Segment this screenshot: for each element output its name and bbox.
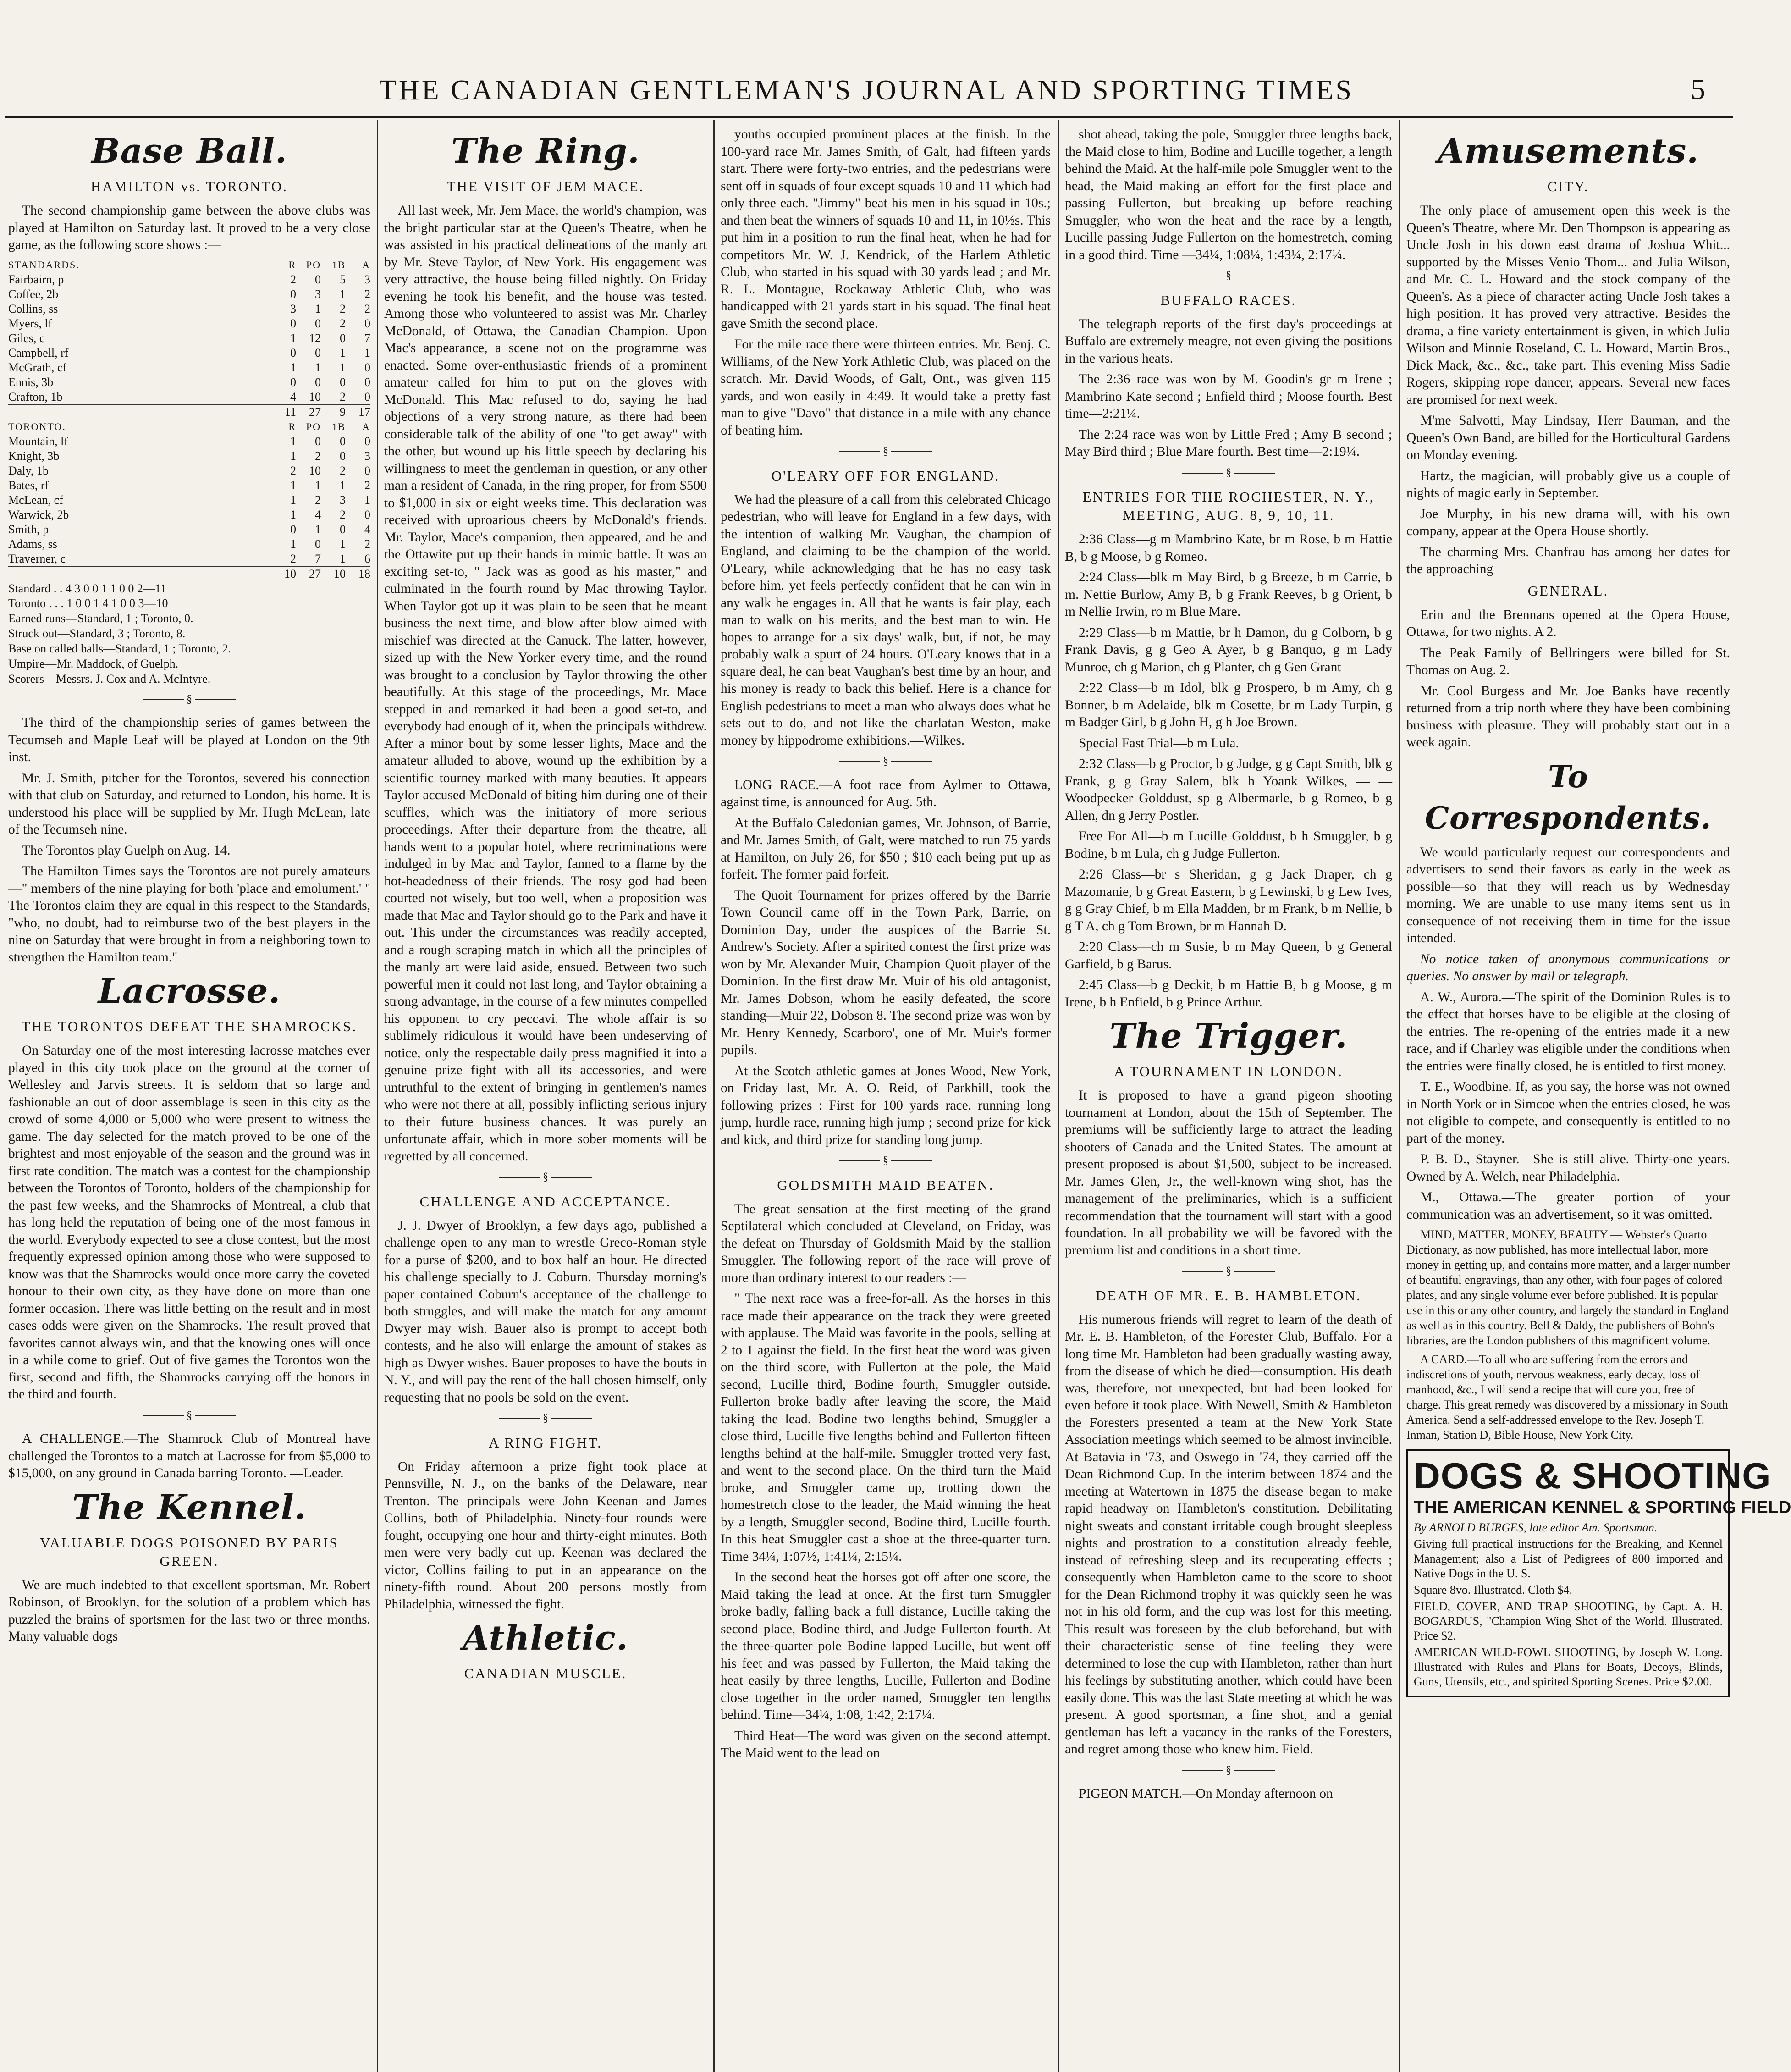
score-header: A bbox=[362, 420, 370, 432]
article-subhead: THE VISIT OF JEM MACE. bbox=[446, 178, 645, 194]
section-heading-lacrosse: Lacrosse. bbox=[98, 972, 281, 1011]
masthead-rule bbox=[5, 116, 1733, 118]
score-row: Bates, rf 1 1 1 2 bbox=[8, 478, 370, 492]
score-total: 11 27 9 17 bbox=[8, 404, 370, 420]
article-subhead: BUFFALO RACES. bbox=[1160, 292, 1297, 308]
score-header: A bbox=[362, 259, 370, 271]
advertisement-paragraph: MIND, MATTER, MONEY, BEAUTY — Webster's Quarto Dictionary, as now published, has more intellectual labor, more money in getting up, and contains more matter, and a larger number of beautiful engravings, than any other, with four pages of colored plates, and any single volume ever before published. It is popular use in this or any other country, and largely the standard in England as well as in this country. Bell & Daldy, the publishers of Bohn's libraries, are the London publishers of this magnificent volume. bbox=[1406, 1228, 1730, 1347]
section-heading-amusements: Amusements. bbox=[1437, 132, 1699, 171]
article-paragraph: youths occupied prominent places at the finish. In the 100-yard race Mr. James Smith, of Galt, had fifteen yards start. There were forty-two entries, and the pedestrians were sent off in squads of four except squads 10 and 11 which had only three each. "Jimmy" beat his men in his squad in 10s.; and then beat the winners of squads 10 and 11, in 10½s. This put him in a position to run the final heat, when he had for competitors Mr. W. J. Kendrick, of the Harlem Athletic Club, who started in his squad with 30 yards lead ; and Mr. R. L. Montague, Rockaway Athletic Club, who was handicapped with 21 yards start in his squad. The final heat gave Smith the second place. bbox=[721, 127, 1051, 331]
innings-line: Standard . . 4 3 0 0 1 1 0 0 2—11 bbox=[8, 581, 166, 595]
article-paragraph: On Friday afternoon a prize fight took place at Pennsville, N. J., on the banks of the Delaware, near Trenton. The principals were John Keenan and James Collins, both of Philadelphia. Ninety-four rounds were fought, occupying one hour and thirty-eight minutes. Both men were very badly cut up. Keenan was declared the victor, Collins failing to put in an appearance on the ninety-fifth round. About 200 persons mostly from Philadelphia, witnessed the fight. bbox=[384, 1459, 707, 1612]
entry-list-item: 2:45 Class—b g Deckit, b m Hattie B, b g Moose, g m Irene, b h Enfield, b g Prince Arthur. bbox=[1065, 978, 1392, 1010]
innings-line: Toronto . . . 1 0 0 1 4 1 0 0 3—10 bbox=[8, 596, 168, 610]
masthead bbox=[18, 69, 1714, 110]
correspondent-reply: A. W., Aurora.—The spirit of the Dominion Rules is to the effect that horses have to be eligible at the closing of the entries. The re-opening of the entries made it a new race, and if Charley was eligible under the conditions when the entries were finally closed, he is entitled to first money. bbox=[1406, 989, 1730, 1073]
article-paragraph: In the second heat the horses got off after one score, the Maid taking the lead at once. At the first turn Smuggler broke badly, falling back a full distance, Lucille taking the second place, Bodine third, and Judge Fullerton fourth. At the three-quarter pole Bodine lapped Lucille, but went off his feet and was passed by Fullerton, the Maid taking the heat easily by three lengths, Lucille, Fullerton and Bodine close together in the order named, Smuggler ten lengths behind. Time—34¼, 1:08, 1:42, 2:17¼. bbox=[721, 1570, 1051, 1722]
article-subhead: A RING FIGHT. bbox=[489, 1434, 602, 1451]
article-paragraph: A CHALLENGE.—The Shamrock Club of Montreal have challenged the Torontos to a match at Lacrosse for from $5,000 to $15,000, on any ground in Canada barring Toronto. —Leader. bbox=[8, 1431, 370, 1481]
score-row: Traverner, c 2 7 1 6 bbox=[8, 552, 370, 565]
summary-line: Struck out—Standard, 3 ; Toronto, 8. bbox=[8, 626, 186, 640]
correspondent-reply: P. B. D., Stayner.—She is still alive. Thirty-one years. Owned by A. Welch, near Philadelphia. bbox=[1406, 1152, 1730, 1184]
ad-title: DOGS & SHOOTING bbox=[1414, 1455, 1771, 1496]
column-4 bbox=[1065, 126, 1392, 2072]
section-divider: § bbox=[1065, 464, 1392, 482]
article-paragraph: Hartz, the magician, will probably give us a couple of nights of magic early in September. bbox=[1406, 468, 1730, 500]
advertisement-paragraph: A CARD.—To all who are suffering from the errors and indiscretions of youth, nervous weakness, early decay, loss of manhood, &c., I will send a recipe that will cure you, free of charge. This great remedy was discovered by a missionary in South America. Send a self-addressed envelope to the Rev. Joseph T. Inman, Station D, Bible House, New York City. bbox=[1406, 1353, 1728, 1442]
entry-list-item: 2:32 Class—b g Proctor, b g Judge, g g Capt Smith, blk g Frank, g g Gray Salem, blk h Yoank Wilkes, — — Woodpecker Golddust, sp g Albermarle, b g Romeo, b g Allen, dn g Jerry Postler. bbox=[1065, 757, 1392, 823]
column-rule bbox=[713, 120, 715, 2072]
article-subhead: CHALLENGE AND ACCEPTANCE. bbox=[419, 1193, 672, 1210]
entry-list-item: 2:24 Class—blk m May Bird, b g Breeze, b m Carrie, b m. Nettie Burlow, Amy B, b g Frank Reeves, b g Orient, b m Nellie Irwin, ro m Blue Mare. bbox=[1065, 570, 1392, 619]
score-header: 1B bbox=[332, 420, 346, 432]
article-subhead: GOLDSMITH MAID BEATEN. bbox=[777, 1177, 994, 1193]
score-row: Collins, ss 3 1 2 2 bbox=[8, 302, 370, 315]
article-paragraph: His numerous friends will regret to learn of the death of Mr. E. B. Hambleton, of the Forester Club, Buffalo. For a long time Mr. Hambleton had been gradually wasting away, from the disease of which he died—consumption. His death was, therefore, not unexpected, but had been looked for even before it took place. With Newell, Smith & Hambleton the Foresters presented a team at the New York State Association meetings which seemed to be almost invincible. At Batavia in '73, and Oswego in '74, they carried off the Dean Richmond Cup. In the interim between 1874 and the meeting at Watertown in 1875 the disease began to make rapid headway on Hambleton's constitution. Debilitating night sweats and constant irritable cough brought sleepless nights and prostration to a constitution already feeble, instead of refreshing sleep and its recuperating effects ; consequently when Hambleton came to the score to shoot for the Dean Richmond trophy it was quickly seen he was not in his old form, and the cup was lost for this meeting. This result was foreseen by the club beforehand, but with their characteristic sense of fine feeling they were determined to lose the cup with Hambleton, rather than hurt his feelings by substituting another, which could have been easily done. This was the last State meeting at which he was present. A good sportsman, a fine shot, and a genial gentleman has left a vacancy in the ranks of the Foresters, and regret among those who knew him. Field. bbox=[1065, 1312, 1392, 1757]
section-heading-baseball: Base Ball. bbox=[91, 132, 287, 171]
article-paragraph: Third Heat—The word was given on the second attempt. The Maid went to the lead on bbox=[721, 1728, 1051, 1760]
section-heading-correspondents: To Correspondents. bbox=[1425, 758, 1712, 836]
article-paragraph: shot ahead, taking the pole, Smuggler three lengths back, the Maid close to him, Bodine and Lucille together, a length behind the Maid. At the half-mile pole Smuggler went to the head, the Maid making an effort for the first place and passing Fullerton, but breaking up before reaching Smuggler, who won the heat and the race by a length, Lucille passing Judge Fullerton on the homestretch, coming in a good third. Time —34¼, 1:08¼, 1:43¼, 2:17¼. bbox=[1065, 127, 1392, 262]
score-header: PO bbox=[306, 259, 321, 271]
article-paragraph: At the Scotch athletic games at Jones Wood, New York, on Friday last, Mr. A. O. Reid, of Parkhill, took the following prizes : First for 100 yards race, running long jump, hurdle race, running high jump ; second prize for kick and kick, and third prize for standing long jump. bbox=[721, 1063, 1051, 1147]
article-paragraph: We would particularly request our correspondents and advertisers to send their favors as early in the week as possible—so that they will reach us by Wednesday morning. We are unable to use many items sent us in consequence of not receiving them in time for the issue intended. bbox=[1406, 845, 1730, 945]
article-subhead: CITY. bbox=[1547, 178, 1589, 194]
article-paragraph: J. J. Dwyer of Brooklyn, a few days ago, published a challenge open to any man to wrestle Greco-Roman style for a purse of $200, and to box half an hour. He directed his challenge specially to J. Coburn. Thursday morning's paper contained Coburn's acceptance of the challenge to both struggles, and will make the match for any amount Dwyer may wish. Bauer also is prompt to accept both contests, and he also will enlarge the amount of stakes as high as Dwyer wishes. Bauer proposes to have the bouts in N. Y., and will pay the rent of the hall chosen himself, only requesting that no pools be sold on the event. bbox=[384, 1218, 707, 1405]
article-subhead: CANADIAN MUSCLE. bbox=[464, 1665, 627, 1681]
article-paragraph: We are much indebted to that excellent sportsman, Mr. Robert Robinson, of Brooklyn, for the solution of a problem which has puzzled the brains of sportsmen for the last two or three months. Many valuable dogs bbox=[8, 1577, 370, 1644]
score-row: Warwick, 2b 1 4 2 0 bbox=[8, 508, 370, 521]
summary-line: Base on called balls—Standard, 1 ; Toronto, 2. bbox=[8, 641, 231, 655]
section-divider: § bbox=[8, 691, 370, 708]
score-row: Ennis, 3b 0 0 0 0 bbox=[8, 375, 370, 389]
article-paragraph: The second championship game between the above clubs was played at Hamilton on Saturday last. It proved to be a very close game, as the following score shows :— bbox=[8, 203, 370, 252]
notice-paragraph: No notice taken of anonymous communications or queries. No answer by mail or telegraph. bbox=[1406, 951, 1730, 984]
score-header: 1B bbox=[332, 259, 346, 271]
article-paragraph: M'me Salvotti, May Lindsay, Herr Bauman, and the Queen's Own Band, are billed for the Horticultural Gardens on Monday evening. bbox=[1406, 413, 1730, 462]
article-paragraph: LONG RACE.—A foot race from Aylmer to Ottawa, against time, is announced for Aug. 5th. bbox=[721, 777, 1051, 809]
section-heading-athletic: Athletic. bbox=[463, 1619, 628, 1658]
article-subhead: HAMILTON vs. TORONTO. bbox=[91, 178, 288, 194]
summary-line: Scorers—Messrs. J. Cox and A. McIntyre. bbox=[8, 672, 211, 685]
section-divider: § bbox=[384, 1410, 707, 1427]
score-row: Daly, 1b 2 10 2 0 bbox=[8, 464, 370, 477]
article-subhead: THE TORONTOS DEFEAT THE SHAMROCKS. bbox=[21, 1018, 358, 1034]
section-divider: § bbox=[8, 1407, 370, 1425]
article-paragraph: Joe Murphy, in his new drama will, with his own company, appear at the Opera House shortly. bbox=[1406, 506, 1730, 538]
column-3 bbox=[721, 126, 1051, 2072]
article-subhead: ENTRIES FOR THE ROCHESTER, N. Y., MEETING, AUG. 8, 9, 10, 11. bbox=[1082, 489, 1375, 523]
article-paragraph: The charming Mrs. Chanfrau has among her dates for the approaching bbox=[1406, 544, 1730, 576]
article-paragraph: The Torontos play Guelph on Aug. 14. bbox=[22, 843, 231, 858]
score-row: Crafton, 1b 4 10 2 0 bbox=[8, 390, 370, 403]
score-header: R bbox=[288, 420, 296, 432]
article-paragraph: The great sensation at the first meeting of the grand Septilateral which concluded at Cleveland, on Friday, was the defeat on Thursday of Goldsmith Maid by the stallion Smuggler. The following report of the race will prove of more than ordinary interest to our readers :— bbox=[721, 1201, 1051, 1285]
entry-list-item: 2:29 Class—b m Mattie, br h Damon, du g Colborn, b g Frank Davis, g g Geo A Ayer, b g Banquo, g m Lady Munroe, ch g Marion, ch g Planter, ch g Gen Grant bbox=[1065, 625, 1392, 674]
ad-line: Giving full practical instructions for the Breaking, and Kennel Management; also a List of Pedigrees of 800 imported and Native Dogs in the U. S. bbox=[1414, 1537, 1723, 1580]
correspondent-reply: M., Ottawa.—The greater portion of your communication was an advertisement, so it was omitted. bbox=[1406, 1190, 1730, 1222]
score-row: Knight, 3b 1 2 0 3 bbox=[8, 449, 370, 463]
entry-list-item: 2:26 Class—br s Sheridan, g g Jack Draper, ch g Mazomanie, b g Great Eastern, b g Lewinski, b g Lew Ives, g g Gray Chief, b m Ella Madden, br m Frank, b m Nellie, b g T A, ch g Tom Brown, br m Hannah D. bbox=[1065, 867, 1392, 934]
article-paragraph: The Peak Family of Bellringers were billed for St. Thomas on Aug. 2. bbox=[1406, 645, 1730, 677]
section-divider: § bbox=[1065, 267, 1392, 285]
ad-line: AMERICAN WILD-FOWL SHOOTING, by Joseph W. Long. Illustrated with Rules and Plans for Boats, Decoys, Blinds, Guns, Utensils, etc., and spirited Sporting Scenes. Price $2.00. bbox=[1414, 1646, 1723, 1688]
score-row: Giles, c 1 12 0 7 bbox=[8, 331, 370, 345]
article-paragraph: All last week, Mr. Jem Mace, the world's champion, was the bright particular star at the Queen's Theatre, when he was assisted in his practical delineations of the manly art by Mr. Steve Taylor, of New York. His engagement was very attractive, the house being filled nightly. On Friday evening he took his benefit, and the house was tested. Among those who volunteered to assist was Mr. Charley McDonald, of Ottawa, the Canadian Champion. Upon Mac's appearance, a scene not on the programme was enacted. Some over-enthusiastic friends of a prominent amateur called for him to put on the gloves with McDonald. This Mac refused to do, saying he had objections of a very strong nature, as there had been considerable talk of the ability of one "to get away" with the other, but wound up his little speech by declaring his willingness to meet the gentleman in question, or any other man a resident of Canada, in the ring proper, for from $500 to $1,000 in six or eight weeks time. This declaration was received with uproarious cheers by McDonald's friends. Mr. Taylor, Mace's companion, then appeared, and he and the Ottawite put up their hands in mimic battle. It was an exciting set-to, " Jack was as good as his master," and culminated in the fourth round by Mac throwing Taylor. When Taylor got up it was plain to be seen that he meant business the next time, and blow after blow aimed with mischief was directed at the Canuck. The latter, however, sized up with the New Yorker every time, and the round was brought to a conclusion by Taylor throwing the other beautifully. At this stage of the proceedings, Mr. Mace stepped in and remarked it had been a good set-to, and everybody had enough of it, when the principals withdrew. After a minor bout by some lesser lights, Mace and the amateur alluded to above, wound up the exhibition by a scientific tourney marked with many beauties. It appears Taylor accused McDonald of biting him during one of their scuffles, which was the initiatory of more serious proceedings. After their departure from the theatre, all hands went to a popular hotel, where recriminations were indulged in by Mac and Taylor, fanned to a flame by the hot-headedness of their friends. The rosy god had been courted not wisely, but too well, when a proposition was made that Mac and Taylor should go to the Park and have it out. This under the circumstances was readily accepted, and a rough scraping match in which all the principles of the manly art were laid aside, ensued. Between two such powerful men it could not last long, and Taylor obtaining a strong advantage, in the course of a few minutes compelled his opponent to cry peccavi. The whole affair is so sublimely ridiculous it would have been undeserving of notice, only the respectable daily press magnified it into a genuine prize fight with all its accessories, and were untruthful to the extent of bringing in gentlemen's names who were not there at all, possibly inflicting serious injury to their future business chances. It was purely an unfortunate affair, which in more sober moments will be regretted by all concerned. bbox=[384, 203, 707, 1164]
score-row: Fairbairn, p 2 0 5 3 bbox=[8, 272, 370, 286]
article-paragraph: We had the pleasure of a call from this celebrated Chicago pedestrian, who will leave for England in a few days, with the intention of walking Mr. Vaughan, the champion of England, and claiming to be the champion of the world. O'Leary, while acknowledging that he has no easy task before him, yet feels perfectly confident that he can win in any walk he engages in. All that he wants is fair play, each man to walk on his merits, and the best man to win. He hopes to arrange for a six days' walk, but, if not, he may probably walk a spurt of 24 hours. O'Leary knows that in a square deal, he can beat Vaughan's best time by an hour, and his money is ready to back this belief. Here is a chance for English pedestrians to meet a man who always does what he sets out to do, and not like the charlatan Weston, make money by hippodrome exhibitions.—Wilkes. bbox=[721, 492, 1051, 748]
score-row: Myers, lf 0 0 2 0 bbox=[8, 316, 370, 330]
score-total: 10 27 10 18 bbox=[8, 566, 370, 581]
section-heading-trigger: The Trigger. bbox=[1109, 1017, 1348, 1056]
column-rule bbox=[1399, 120, 1400, 2072]
article-paragraph: The 2:24 race was won by Little Fred ; Amy B second ; May Bird third ; Blue Mare fourth. Best time—2:19¼. bbox=[1065, 427, 1392, 459]
dogs-shooting-advertisement bbox=[1406, 1449, 1791, 1697]
score-row: Coffee, 2b 0 3 1 2 bbox=[8, 287, 370, 301]
section-heading-kennel: The Kennel. bbox=[72, 1487, 307, 1527]
column-2 bbox=[384, 126, 707, 2072]
score-header: TORONTO. bbox=[8, 420, 66, 432]
article-subhead: A TOURNAMENT IN LONDON. bbox=[1114, 1063, 1343, 1079]
article-subhead: GENERAL. bbox=[1527, 582, 1609, 599]
article-paragraph: The third of the championship series of games between the Tecumseh and Maple Leaf will be played at London on the 9th inst. bbox=[8, 715, 370, 764]
section-heading-ring: The Ring. bbox=[451, 132, 640, 171]
article-paragraph: PIGEON MATCH.—On Monday afternoon on bbox=[1079, 1786, 1333, 1801]
ad-line: FIELD, COVER, AND TRAP SHOOTING, by Capt. A. H. BOGARDUS, "Champion Wing Shot of the World. Illustrated. Price $2. bbox=[1414, 1600, 1723, 1642]
article-paragraph: It is proposed to have a grand pigeon shooting tournament at London, about the 15th of September. The premiums will be sufficiently large to attract the leading shooters of Canada and the United States. The amount at present proposed is about $1,500, subject to be increased. Mr. James Glen, Jr., the well-known wing shot, has the management of the preliminaries, which is a sufficient recommendation that the tournament will start with a good foundation. In all probability we will be favored with the premium list and conditions in a short time. bbox=[1065, 1088, 1392, 1258]
score-header: STANDARDS. bbox=[8, 259, 80, 271]
page-number: 5 bbox=[1691, 73, 1705, 105]
correspondent-reply: T. E., Woodbine. If, as you say, the horse was not owned in North York or in Simcoe when the entries closed, he was not eligible to compete, and consequently is entitled to no part of the money. bbox=[1406, 1079, 1730, 1146]
column-1 bbox=[8, 126, 370, 2072]
summary-line: Earned runs—Standard, 1 ; Toronto, 0. bbox=[8, 611, 193, 625]
entry-list-item: 2:20 Class—ch m Susie, b m May Queen, b g General Garfield, b g Barus. bbox=[1065, 939, 1392, 972]
article-subhead: DEATH OF MR. E. B. HAMBLETON. bbox=[1096, 1287, 1361, 1304]
article-paragraph: At the Buffalo Caledonian games, Mr. Johnson, of Barrie, and Mr. James Smith, of Galt, were matched to run 75 yards at Hamilton, on July 26, for $50 ; $10 each being put up as forfeit. The former paid forfeit. bbox=[721, 815, 1051, 882]
newspaper-title: THE CANADIAN GENTLEMAN'S JOURNAL AND SPORTING TIMES bbox=[379, 75, 1354, 106]
column-rule bbox=[1058, 120, 1059, 2072]
section-divider: § bbox=[721, 443, 1051, 460]
section-divider: § bbox=[721, 753, 1051, 770]
box-score bbox=[8, 258, 370, 686]
section-divider: § bbox=[1065, 1762, 1392, 1779]
section-divider: § bbox=[384, 1169, 707, 1186]
score-row: Adams, ss 1 0 1 2 bbox=[8, 537, 370, 551]
article-paragraph: " The next race was a free-for-all. As the horses in this race made their appearance on the track they were greeted with applause. The Maid was favorite in the pools, selling at 2 to 1 against the field. In the first heat the word was given on the third score, with Fullerton at the pole, the Maid second, Lucille third, Bodine fourth, Smuggler outside. Fullerton broke badly after leaving the score, the Maid taking the lead. Bodine two lengths behind, Smuggler a close third, Lucille five lengths behind and Fullerton fifteen lengths behind at the half-mile. Smuggler trotted very fast, and went to the second place. On the third turn the Maid broke, and Smuggler came up, trotting down the homestretch close to the leader, the Maid winning the heat by a length, Smuggler second, Bodine third, Lucille fourth. In this heat Smuggler cast a shoe at the three-quarter turn. Time 34¼, 1:07½, 1:41¼, 2:15¼. bbox=[721, 1291, 1051, 1564]
column-5 bbox=[1406, 126, 1791, 2072]
article-paragraph: The only place of amusement open this week is the Queen's Theatre, where Mr. Den Thompson is appearing as Uncle Josh in his down east drama of Joshua Whit... supported by the Misses Venio Thom... and Julia Wilson, and Mr. C. L. Howard and the stock company of the Queen's. As a piece of character acting Uncle Josh takes a high position. It has proved very attractive. Besides the drama, a fine variety entertainment is given, in which Julia Wilson and Minnie Roseland, C. L. Howard, Martin Bros., Dick Mack, &c., &c., take part. This evening Miss Sadie Rogers, skipping rope dancer, appears. Several new faces are promised for next week. bbox=[1406, 203, 1730, 407]
score-row: McLean, cf 1 2 3 1 bbox=[8, 493, 370, 507]
article-subhead: VALUABLE DOGS POISONED BY PARIS GREEN. bbox=[40, 1534, 339, 1569]
entry-list-item: 2:22 Class—b m Idol, blk g Prospero, b m Amy, ch g Bonner, b m Adelaide, blk m Cosette, br m Lady Turpin, g m Badger Girl, b g John H, g h Joe Brown. bbox=[1065, 680, 1392, 729]
article-subhead: O'LEARY OFF FOR ENGLAND. bbox=[771, 467, 1000, 484]
summary-line: Umpire—Mr. Maddock, of Guelph. bbox=[8, 657, 179, 670]
article-paragraph: The Quoit Tournament for prizes offered by the Barrie Town Council came off in the Town Park, Barrie, on Dominion Day, under the auspices of the Barrie St. Andrew's Society. After a spirited contest the first prize was won by Mr. Alexander Muir, Champion Quoit player of the Dominion. In the first draw Mr. Muir of his old antagonist, Mr. James Dobson, whom he easily defeated, the score standing—Muir 22, Dobson 8. The second prize was won by Mr. Henry Kennedy, Scarboro', one of Mr. Muir's former pupils. bbox=[721, 888, 1051, 1057]
article-paragraph: On Saturday one of the most interesting lacrosse matches ever played in this city took place on the ground at the corner of Wellesley and Jarvis streets. It is seldom that so large and fashionable an out of door assemblage is seen in this city as the crowd of some 4,000 or 5,000 who were present to witness the game. The day selected for the match proved to be one of the brightest and most enjoyable of the season and the ground was in first rate condition. The match was a contest for the championship between the Torontos of Toronto, holders of the championship for the past few weeks, and the Shamrocks of Montreal, a club that has long held the reputation of being one of the most famous in the world. Everybody expected to see a close contest, but the most frequently expressed opinion among those who were supposed to know was that the Shamrocks would once more carry the coveted honour to their own city, as they have done on more than one former occasion. There was little betting on the result and in most cases odds were given on the Shamrocks. The result proved that favorites cannot always win, and that the knowing ones will once in a while come to grief. Out of five games the Torontos won the first, second and fifth, the Shamrocks carrying off the honors in the third and fourth. bbox=[8, 1043, 370, 1402]
section-divider: § bbox=[1065, 1263, 1392, 1280]
score-row: Mountain, lf 1 0 0 0 bbox=[8, 434, 370, 448]
score-row: McGrath, cf 1 1 1 0 bbox=[8, 360, 370, 374]
score-row: Campbell, rf 0 0 1 1 bbox=[8, 346, 370, 359]
entry-list-item: Special Fast Trial—b m Lula. bbox=[1079, 735, 1239, 751]
score-header: R bbox=[288, 259, 296, 271]
article-paragraph: Mr. Cool Burgess and Mr. Joe Banks have recently returned from a trip north where they have been combining business with pleasure. They will probably start out in a week again. bbox=[1406, 683, 1730, 750]
article-paragraph: The 2:36 race was won by M. Goodin's gr m Irene ; Mambrino Kate second ; Enfield third ; Moose fourth. Best time—2:21¼. bbox=[1065, 372, 1392, 421]
score-row: Smith, p 0 1 0 4 bbox=[8, 522, 370, 536]
entry-list-item: 2:36 Class—g m Mambrino Kate, br m Rose, b m Hattie B, b g Moose, b g Romeo. bbox=[1065, 532, 1392, 564]
article-paragraph: The Hamilton Times says the Torontos are not purely amateurs—" members of the nine playing for both 'place and emolument.' " The Torontos claim they are equal in this respect to the Standards, "who, no doubt, had to reimburse two of the best players in the nine on Saturday that were brought in from a neighboring town to strengthen the Hamilton team." bbox=[8, 864, 370, 965]
article-paragraph: Erin and the Brennans opened at the Opera House, Ottawa, for two nights. A 2. bbox=[1406, 607, 1730, 639]
entry-list-item: Free For All—b m Lucille Golddust, b h Smuggler, b g Bodine, b m Lula, ch g Judge Fullerton. bbox=[1065, 829, 1392, 861]
section-divider: § bbox=[721, 1152, 1051, 1170]
ad-line: By ARNOLD BURGES, late editor Am. Sportsman. bbox=[1414, 1521, 1658, 1534]
article-paragraph: The telegraph reports of the first day's proceedings at Buffalo are extremely meagre, not even giving the positions in the various heats. bbox=[1065, 316, 1392, 366]
column-rule bbox=[377, 120, 378, 2072]
article-paragraph: For the mile race there were thirteen entries. Mr. Benj. C. Williams, of the New York Athletic Club, was placed on the scratch. Mr. David Woods, of Galt, Ont., was given 115 yards, and won easily in 4:49. It would take a pretty fast man to give "Davo" that distance in a mile with any chance of beating him. bbox=[721, 337, 1051, 438]
ad-subtitle: THE AMERICAN KENNEL & SPORTING FIELD bbox=[1414, 1498, 1791, 1517]
article-paragraph: Mr. J. Smith, pitcher for the Torontos, severed his connection with that club on Saturday, and returned to London, his home. It is understood his place will be supplied by Mr. Hugh McLean, late of the Tecumseh nine. bbox=[8, 770, 370, 837]
score-header: PO bbox=[306, 420, 321, 432]
ad-line: Square 8vo. Illustrated. Cloth $4. bbox=[1414, 1583, 1572, 1597]
